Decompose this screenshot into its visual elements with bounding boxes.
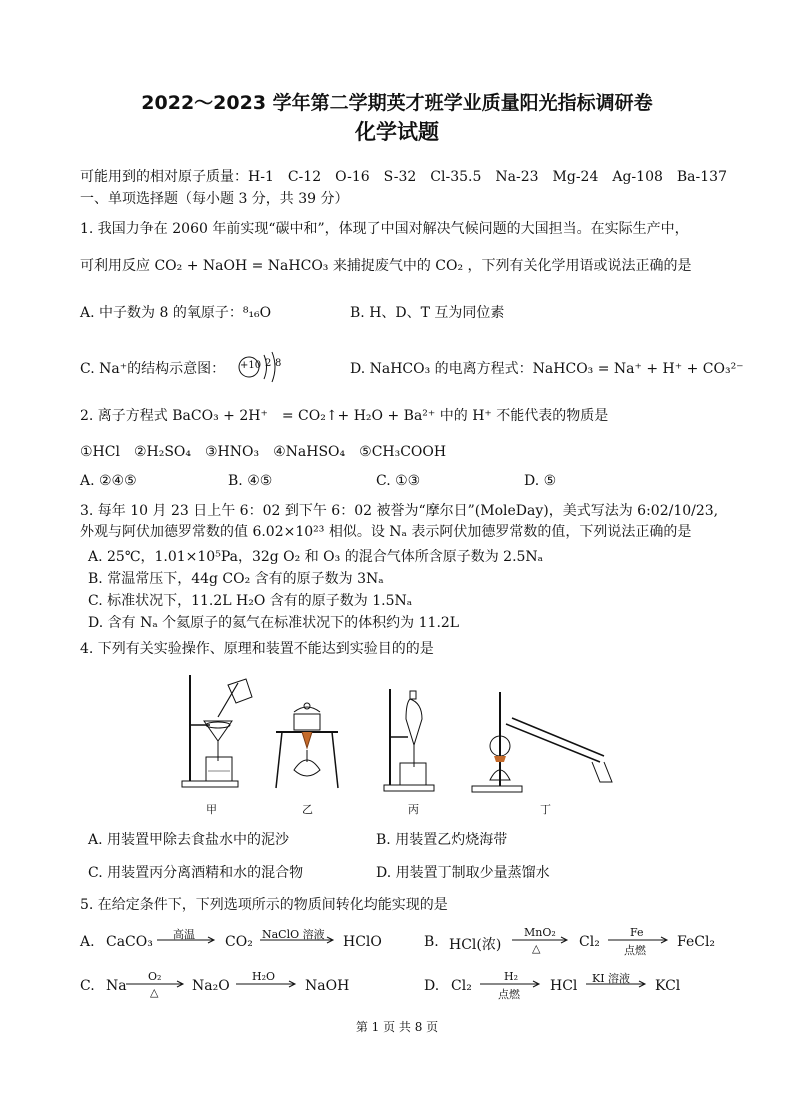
page-title: 2022～2023 学年第二学期英才班学业质量阳光指标调研卷 (141, 92, 653, 114)
apparatus-label-ding: 丁 (540, 803, 551, 816)
q5-d-substance1: Cl₂ (451, 978, 472, 994)
apparatus-label-bing: 丙 (408, 803, 419, 816)
q5-d-arrow1 (478, 968, 542, 1002)
section-heading: 一、单项选择题（每小题 3 分，共 39 分） (80, 191, 349, 207)
q5-b-label: B. (424, 934, 439, 950)
q3-option-c: C. 标准状况下，11.2L H₂O 含有的原子数为 1.5Nₐ (88, 593, 413, 609)
q4-option-d: D. 用装置丁制取少量蒸馏水 (376, 865, 550, 881)
q2-option-a: A. ②④⑤ (80, 473, 137, 489)
q5-d-condition2: KI 溶液 (592, 972, 631, 985)
apparatus-bing (382, 685, 442, 793)
na-ion-structure-diagram (238, 350, 288, 384)
q5-b-arrow2 (606, 924, 670, 958)
q1-stem-line1: 1. 我国力争在 2060 年前实现“碳中和”，体现了中国对解决气候问题的大国担当。在实际生产中， (80, 221, 689, 237)
q1-option-a-text: A. 中子数为 8 的氧原子： (80, 305, 243, 321)
shell-1-electrons: 2 (265, 358, 272, 369)
apparatus-ding (470, 690, 615, 795)
q5-d-label: D. (424, 978, 440, 994)
q5-c-substance1: Na (106, 978, 127, 994)
q4-stem: 4. 下列有关实验操作、原理和装置不能达到实验目的的是 (80, 641, 434, 657)
q5-d-arrow2 (584, 968, 648, 1002)
q5-d-condition1-below: 点燃 (498, 988, 520, 1001)
q4-option-c: C. 用装置丙分离酒精和水的混合物 (88, 865, 304, 881)
q5-stem: 5. 在给定条件下，下列选项所示的物质间转化均能实现的是 (80, 897, 448, 913)
q5-b-substance2: Cl₂ (579, 934, 600, 950)
q5-d-condition1: H₂ (504, 970, 519, 983)
q4-option-b: B. 用装置乙灼烧海带 (376, 832, 508, 848)
q5-c-condition2: H₂O (252, 970, 276, 983)
shell-2-electrons: 8 (275, 358, 282, 369)
q1-stem-line2: 可利用反应 CO₂ + NaOH = NaHCO₃ 来捕捉废气中的 CO₂ ，下列有关化学用语或说法正确的是 (80, 258, 692, 274)
q1-option-b: B. H、D、T 互为同位素 (350, 305, 505, 321)
q5-c-substance3: NaOH (305, 978, 350, 994)
q2-option-b: B. ④⑤ (228, 473, 273, 489)
q5-b-condition1: MnO₂ (524, 926, 556, 939)
q5-c-label: C. (80, 978, 95, 994)
q3-option-b: B. 常温常压下，44g CO₂ 含有的原子数为 3Nₐ (88, 571, 384, 587)
q5-a-substance3: HClO (343, 934, 382, 950)
atomic-masses: 可能用到的相对原子质量：H-1 C-12 O-16 S-32 Cl-35.5 Na-23 Mg-24 Ag-108 Ba-137 (80, 169, 727, 185)
q1-option-d: D. NaHCO₃ 的电离方程式：NaHCO₃ = Na⁺ + H⁺ + CO₃²⁻ (350, 361, 744, 377)
apparatus-label-jia: 甲 (206, 803, 217, 816)
q5-b-condition2-below: 点燃 (624, 944, 646, 957)
q5-c-arrow1 (124, 968, 186, 1002)
q5-c-condition1-below: △ (150, 986, 159, 999)
q1-option-c: C. Na⁺的结构示意图： (80, 361, 226, 377)
q5-b-arrow1 (510, 924, 570, 958)
q2-option-d: D. ⑤ (524, 473, 557, 489)
q5-b-condition1-below: △ (532, 942, 541, 955)
page-subtitle: 化学试题 (355, 120, 439, 144)
q5-c-condition1: O₂ (148, 970, 162, 983)
q5-c-arrow2 (234, 968, 298, 1002)
q3-option-a: A. 25℃，1.01×10⁵Pa，32g O₂ 和 O₃ 的混合气体所含原子数为 2.5Nₐ (88, 549, 544, 565)
nucleus-charge: +10 (240, 360, 262, 371)
q5-c-substance2: Na₂O (192, 978, 230, 994)
q5-a-substance1: CaCO₃ (106, 934, 153, 950)
q5-b-condition2: Fe (630, 926, 644, 939)
q5-b-substance3: FeCl₂ (677, 934, 716, 950)
q5-d-substance3: KCl (655, 978, 681, 994)
q5-a-label: A. (80, 934, 95, 950)
q5-a-condition2: NaClO 溶液 (262, 928, 325, 941)
q2-items: ①HCl ②H₂SO₄ ③HNO₃ ④NaHSO₄ ⑤CH₃COOH (80, 444, 447, 460)
q3-stem-line2: 外观与阿伏加德罗常数的值 6.02×10²³ 相似。设 Nₐ 表示阿伏加德罗常数的值，下列说法正确的是 (80, 524, 692, 540)
page-number: 第 1 页 共 8 页 (355, 1020, 439, 1034)
q5-b-substance1: HCl(浓) (449, 937, 502, 953)
q5-a-arrow1 (155, 926, 217, 948)
q2-stem: 2. 离子方程式 BaCO₃ + 2H⁺ = CO₂↑+ H₂O + Ba²⁺ 中的 H⁺ 不能代表的物质是 (80, 408, 609, 424)
q5-a-substance2: CO₂ (225, 934, 253, 950)
q3-stem-line1: 3. 每年 10 月 23 日上午 6：02 到下午 6：02 被誉为“摩尔日”(MoleDay)，美式写法为 6:02/10/23, (80, 503, 719, 519)
q4-option-a: A. 用装置甲除去食盐水中的泥沙 (88, 832, 290, 848)
apparatus-jia (180, 665, 260, 790)
apparatus-label-yi: 乙 (302, 803, 313, 816)
q5-a-condition1: 高温 (173, 928, 195, 941)
q5-a-arrow2 (258, 926, 336, 948)
q2-option-c: C. ①③ (376, 473, 421, 489)
q5-d-substance2: HCl (550, 978, 578, 994)
q1-option-a-formula: ⁸₁₆O (242, 305, 272, 321)
q3-option-d: D. 含有 Nₐ 个氦原子的氦气在标准状况下的体积约为 11.2L (88, 615, 460, 631)
apparatus-yi (272, 700, 342, 795)
q1-option-a (80, 302, 271, 322)
